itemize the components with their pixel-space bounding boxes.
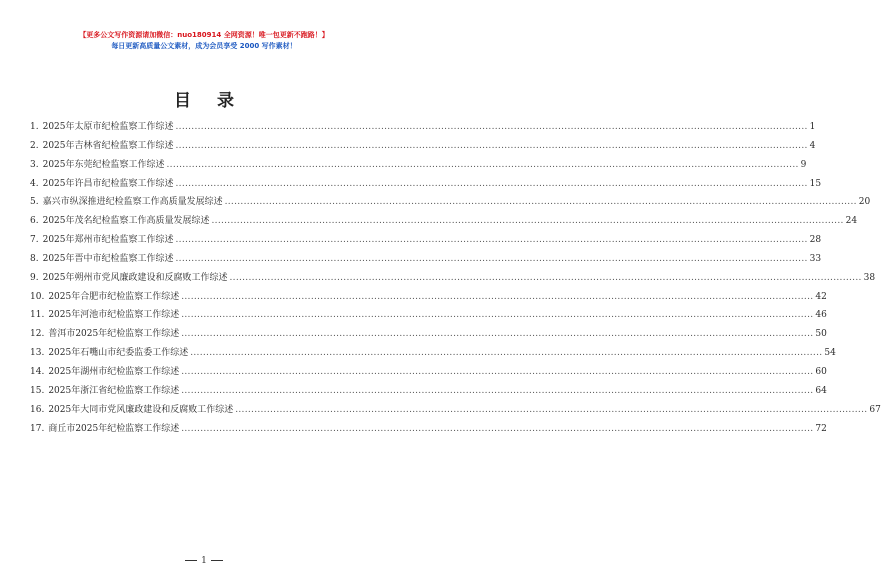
toc-dot-leader: ........................................................................................................................................................................................................ [181,385,814,396]
toc-entry-title: 2025年合肥市纪检监察工作综述 [48,291,180,302]
toc-entry-number: 11. [30,310,45,321]
promo-banner-line-2: 每日更新高质量公文素材，成为会员享受 2000 写作素材！ [111,42,297,50]
toc-dot-leader: ........................................................................................................................................................................................................ [175,253,808,264]
toc-dot-leader: ........................................................................................................................................................................................................ [190,348,823,359]
toc-entry-page-number: 4 [809,140,816,151]
toc-entry-page-number: 46 [815,310,827,321]
toc-entry[interactable] [30,213,858,232]
toc-dot-leader: ........................................................................................................................................................................................................ [181,291,814,302]
toc-entry-page-number: 1 [809,122,816,132]
toc-entry-number: 6. [30,216,39,227]
toc-entry-page-number: 67 [869,404,881,415]
toc-dot-leader: ........................................................................................................................................................................................................ [229,272,862,283]
toc-entry-page-number: 64 [815,385,827,396]
toc-entry[interactable] [30,138,816,157]
toc-entry-number: 4. [30,178,39,189]
toc-entry-title: 2025年茂名纪检监察工作高质量发展综述 [42,216,210,227]
toc-entry-page-number: 20 [858,197,871,208]
promo-banner [0,30,408,51]
page-title: 目 录 [174,91,244,111]
toc-dot-leader: ........................................................................................................................................................................................................ [175,140,808,151]
toc-entry[interactable] [30,251,822,270]
toc-entry-number: 15. [30,385,45,396]
toc-entry-title: 2025年许昌市纪检监察工作综述 [42,178,174,189]
toc-entry-title: 2025年浙江省纪检监察工作综述 [48,385,180,396]
toc-dot-leader: ........................................................................................................................................................................................................ [181,329,814,340]
toc-entry-title: 2025年太原市纪检监察工作综述 [42,122,174,132]
toc-entry-title: 2025年大同市党风廉政建设和反腐败工作综述 [48,404,234,415]
toc-entry[interactable] [30,194,871,213]
toc-dot-leader: ........................................................................................................................................................................................................ [181,366,814,377]
toc-entry-page-number: 9 [800,159,807,170]
toc-entry-number: 5. [30,197,39,208]
toc-entry-page-number: 15 [809,178,822,189]
toc-entry-number: 17. [30,423,45,434]
toc-entry-number: 8. [30,253,39,264]
toc-dot-leader: ........................................................................................................................................................................................................ [224,197,857,208]
toc-entry-title: 2025年郑州市纪检监察工作综述 [42,235,174,246]
toc-entry-title: 2025年晋中市纪检监察工作综述 [42,253,174,264]
toc-entry-page-number: 38 [863,272,876,283]
toc-entry[interactable] [30,289,827,308]
toc-entry-number: 2. [30,140,39,151]
toc-entry-number: 14. [30,366,45,377]
toc-dot-leader: ........................................................................................................................................................................................................ [175,178,808,189]
toc-dot-leader: ........................................................................................................................................................................................................ [211,216,844,227]
toc-entry[interactable] [30,364,827,383]
toc-entry-number: 12. [30,329,45,340]
toc-entry-title: 2025年吉林省纪检监察工作综述 [42,140,174,151]
toc-entry[interactable] [30,119,816,138]
toc-entry[interactable] [30,270,876,289]
toc-entry-title: 普洱市2025年纪检监察工作综述 [48,329,180,340]
toc-dot-leader: ........................................................................................................................................................................................................ [166,159,799,170]
toc-dot-leader: ........................................................................................................................................................................................................ [175,235,808,246]
toc-entry-number: 7. [30,235,39,246]
toc-entry-title: 2025年朔州市党风廉政建设和反腐败工作综述 [42,272,228,283]
toc-entry[interactable] [30,307,827,326]
toc-entry[interactable] [30,421,827,440]
toc-entry-title: 2025年石嘴山市纪委监委工作综述 [48,348,189,359]
toc-entry-page-number: 33 [809,253,822,264]
toc-entry-page-number: 42 [815,291,827,302]
toc-dot-leader: ........................................................................................................................................................................................................ [181,310,814,321]
toc-entry-number: 3. [30,159,39,170]
toc-entry[interactable] [30,402,881,421]
toc-entry-title: 2025年东莞纪检监察工作综述 [42,159,165,170]
page-number: 1 [201,556,207,566]
toc-entry-title: 商丘市2025年纪检监察工作综述 [48,423,180,434]
toc-dot-leader: ........................................................................................................................................................................................................ [181,423,814,434]
toc-entry[interactable] [30,157,807,176]
toc-entry-number: 1. [30,122,39,132]
toc-entry[interactable] [30,232,822,251]
toc-entry[interactable] [30,176,822,195]
toc-entry-number: 10. [30,291,45,302]
toc-dot-leader: ........................................................................................................................................................................................................ [235,404,868,415]
toc-entry-page-number: 24 [845,216,858,227]
toc-entry-page-number: 28 [809,235,822,246]
table-of-contents [30,119,881,439]
toc-entry[interactable] [30,383,827,402]
toc-entry-page-number: 50 [815,329,827,340]
toc-entry-page-number: 72 [815,423,827,434]
toc-entry-title: 嘉兴市纵深推进纪检监察工作高质量发展综述 [42,197,223,208]
footer-dash-right [211,560,223,561]
promo-banner-line-1: 【更多公文写作资源请加微信：nuo180914 全网资源！唯一包更新不跑路！】 [79,31,329,39]
page-footer [0,556,408,566]
toc-entry-number: 13. [30,348,45,359]
toc-entry[interactable] [30,326,827,345]
toc-entry-title: 2025年河池市纪检监察工作综述 [48,310,180,321]
toc-entry-title: 2025年湖州市纪检监察工作综述 [48,366,180,377]
toc-entry-number: 9. [30,272,39,283]
toc-entry[interactable] [30,345,836,364]
toc-dot-leader: ........................................................................................................................................................................................................ [175,122,808,132]
toc-entry-number: 16. [30,404,45,415]
footer-dash-left [185,560,197,561]
toc-entry-page-number: 54 [824,348,836,359]
toc-entry-page-number: 60 [815,366,827,377]
